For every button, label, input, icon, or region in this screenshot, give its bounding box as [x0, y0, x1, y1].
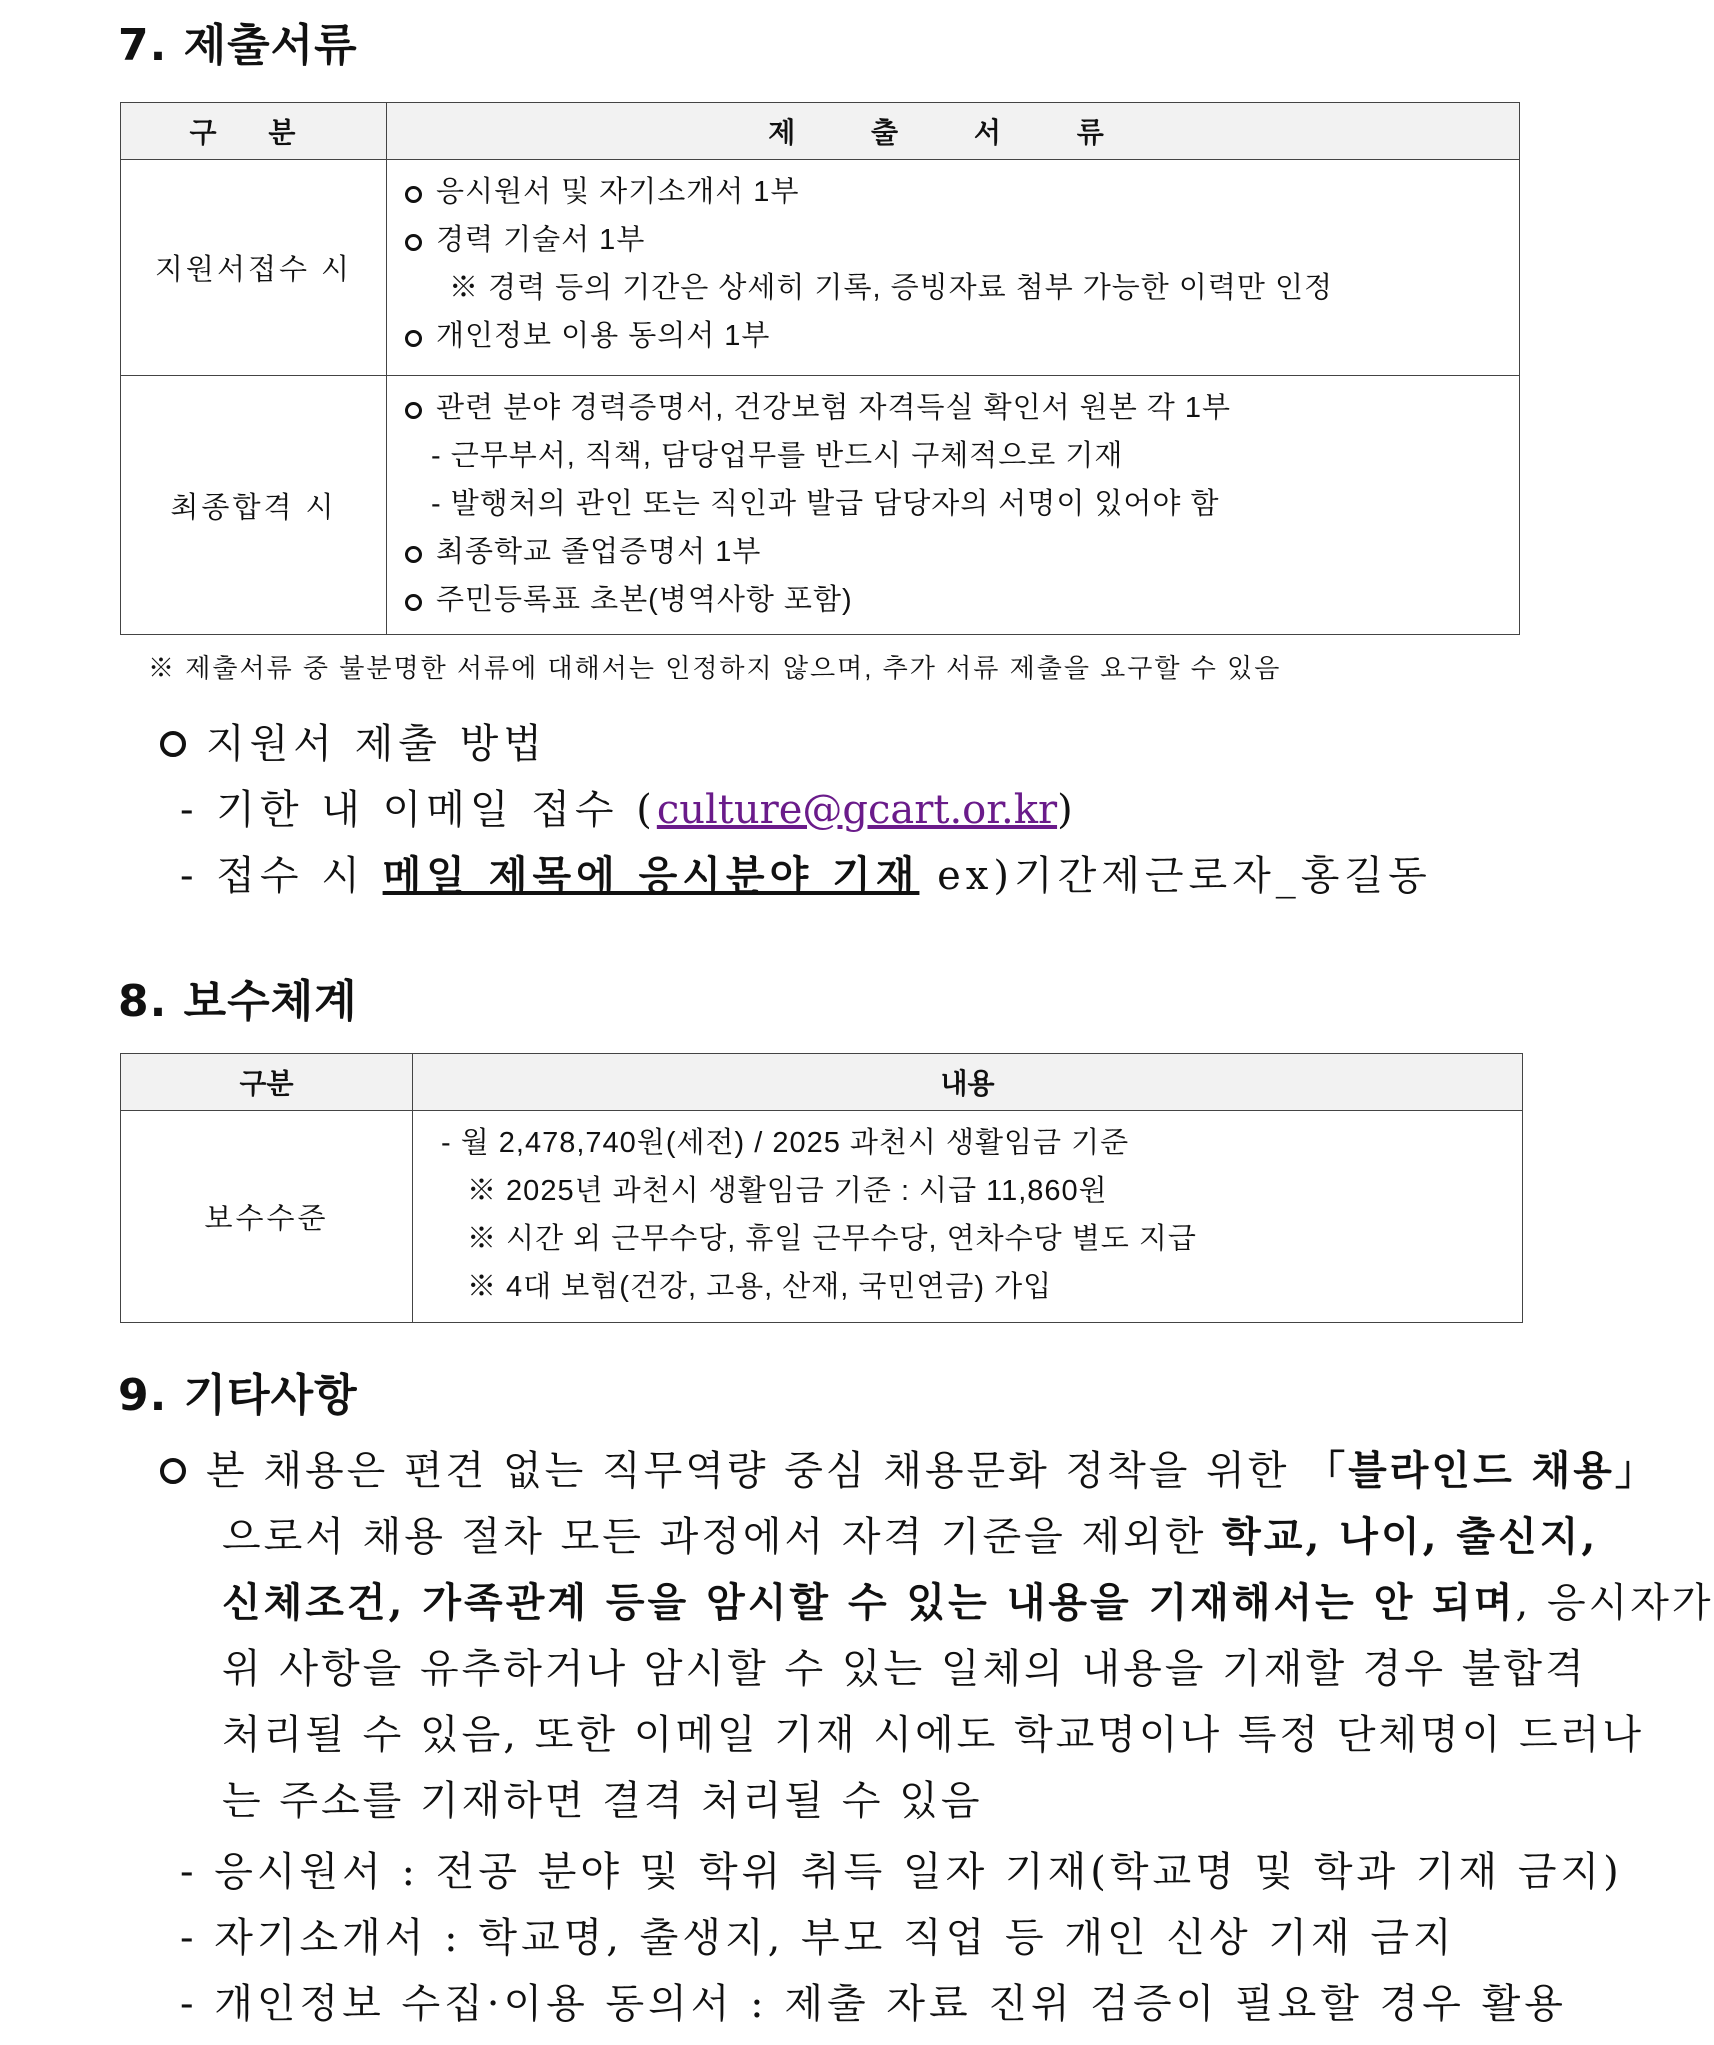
paragraph-line: 신체조건, 가족관계 등을 암시할 수 있는 내용을 기재해서는 안 되며, 응시자가: [222, 1579, 1714, 1626]
list-subitem: - 월 2,478,740원(세전) / 2025 과천시 생활임금 기준: [441, 1127, 1130, 1159]
header-category: 구분: [121, 1054, 413, 1111]
table-row: [121, 1111, 1523, 1323]
submission-method-heading: 지원서 제출 방법: [160, 712, 547, 769]
section-9-title: 9. 기타사항: [118, 1370, 358, 1421]
circle-bullet-icon: [405, 234, 422, 251]
list-note: ※ 경력 등의 기간은 상세히 기록, 증빙자료 첨부 가능한 이력만 인정: [449, 272, 1333, 304]
paragraph-line: 으로서 채용 절차 모든 과정에서 자격 기준을 제외한 학교, 나이, 출신지,: [222, 1513, 1599, 1560]
list-note: ※ 시간 외 근무수당, 휴일 근무수당, 연차수당 별도 지급: [467, 1223, 1197, 1255]
list-note: ※ 2025년 과천시 생활임금 기준 : 시급 11,860원: [467, 1175, 1108, 1207]
section-7-title: 7. 제출서류: [118, 20, 358, 71]
list-item: 최종학교 졸업증명서 1부: [405, 528, 1501, 576]
circle-bullet-icon: [405, 546, 422, 563]
section-8-title: 8. 보수체계: [118, 976, 358, 1027]
list-item: 개인정보 이용 동의서 1부: [405, 312, 1501, 360]
circle-bullet-icon: [160, 731, 186, 757]
row-content: [413, 1111, 1523, 1323]
dash-item-self-introduction: - 자기소개서 : 학교명, 출생지, 부모 직업 등 개인 신상 기재 금지: [180, 1915, 1456, 1961]
table-header-row: [121, 103, 1520, 160]
list-subitem: - 근무부서, 직책, 담당업무를 반드시 구체적으로 기재: [431, 440, 1124, 472]
list-item: 경력 기술서 1부: [405, 216, 1501, 264]
submission-method-email-line: - 기한 내 이메일 접수 (culture@gcart.or.kr): [180, 787, 1078, 833]
table-row: [121, 376, 1520, 635]
row-documents: [387, 376, 1520, 635]
circle-bullet-icon: [405, 186, 422, 203]
paragraph-line: 처리될 수 있음, 또한 이메일 기재 시에도 학교명이나 특정 단체명이 드러나: [222, 1712, 1645, 1758]
paragraph-line: 는 주소를 기재하면 결격 처리될 수 있음: [222, 1778, 983, 1824]
table-header-row: [121, 1054, 1523, 1111]
paragraph-line: 본 채용은 편견 없는 직무역량 중심 채용문화 정착을 위한 「블라인드 채용」: [160, 1438, 1530, 1504]
header-category: 구 분: [121, 103, 387, 160]
header-content: 내용: [413, 1054, 1523, 1111]
paragraph-line: 위 사항을 유추하거나 암시할 수 있는 일체의 내용을 기재할 경우 불합격: [222, 1646, 1587, 1692]
circle-bullet-icon: [405, 594, 422, 611]
emphasized-text: 메일 제목에 응시분야 기재: [382, 852, 920, 899]
email-link[interactable]: culture@gcart.or.kr: [656, 787, 1058, 833]
list-note: ※ 4대 보험(건강, 고용, 산재, 국민연금) 가입: [467, 1271, 1053, 1303]
row-category: 보수수준: [121, 1111, 413, 1323]
circle-bullet-icon: [160, 1458, 186, 1484]
submission-note: ※ 제출서류 중 불분명한 서류에 대해서는 인정하지 않으며, 추가 서류 제출을 요구할 수 있음: [148, 653, 1282, 683]
salary-table: [120, 1053, 1523, 1323]
row-category: 지원서접수 시: [121, 160, 387, 376]
submission-documents-table: [120, 102, 1520, 635]
list-item: 응시원서 및 자기소개서 1부: [405, 168, 1501, 216]
header-documents: 제 출 서 류: [387, 103, 1520, 160]
list-subitem: - 발행처의 관인 또는 직인과 발급 담당자의 서명이 있어야 함: [431, 488, 1220, 520]
dash-item-privacy-consent: - 개인정보 수집·이용 동의서 : 제출 자료 진위 검증이 필요할 경우 활용: [180, 1981, 1567, 2027]
circle-bullet-icon: [405, 402, 422, 419]
table-row: [121, 160, 1520, 376]
circle-bullet-icon: [405, 330, 422, 347]
row-category: 최종합격 시: [121, 376, 387, 635]
list-item: 주민등록표 초본(병역사항 포함): [405, 576, 1501, 624]
submission-method-subject-line: - 접수 시 메일 제목에 응시분야 기재 ex)기간제근로자_홍길동: [180, 852, 1432, 899]
dash-item-application: - 응시원서 : 전공 분야 및 학위 취득 일자 기재(학교명 및 학과 기재 금지): [180, 1849, 1623, 1895]
list-item: 관련 분야 경력증명서, 건강보험 자격득실 확인서 원본 각 1부: [405, 384, 1501, 432]
row-documents: [387, 160, 1520, 376]
blind-recruitment-paragraph: [160, 1438, 1714, 1834]
